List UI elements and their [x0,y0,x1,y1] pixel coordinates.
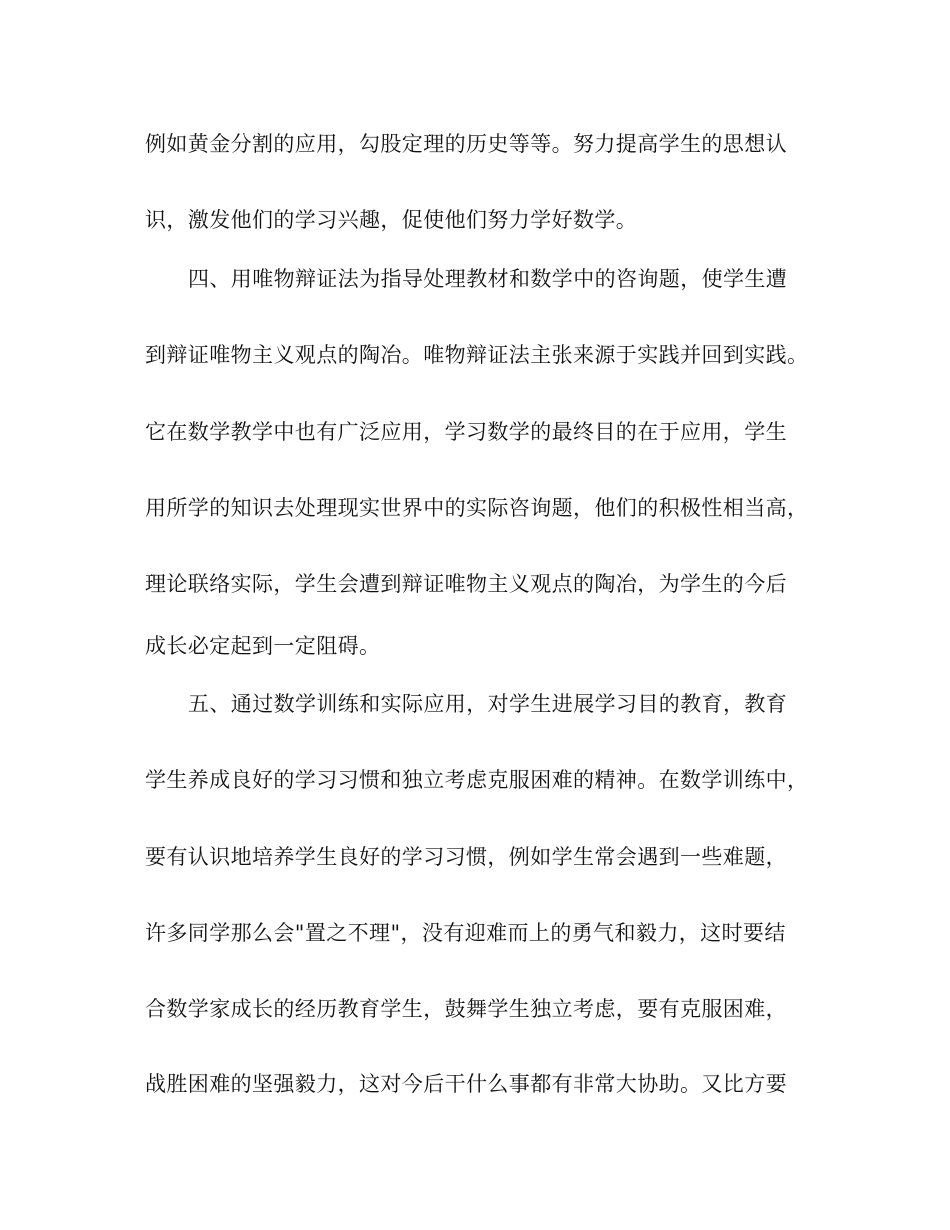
text-line-11: 要有认识地培养学生良好的学习习惯，例如学生常会遇到一些难题， [145,845,787,869]
text-line-9: 五、通过数学训练和实际应用，对学生进展学习目的教育，教育 [188,692,788,716]
text-line-2: 识，激发他们的学习兴趣，促使他们努力学好数学。 [145,208,638,232]
text-line-5: 它在数学教学中也有广泛应用，学习数学的最终目的在于应用，学生 [145,420,787,444]
text-line-13: 合数学家成长的经历教育学生，鼓舞学生独立考虑，要有克服困难， [145,997,787,1021]
text-line-7: 理论联络实际，学生会遭到辩证唯物主义观点的陶冶，为学生的今后 [145,572,787,596]
text-line-4: 到辩证唯物主义观点的陶冶。唯物辩证法主张来源于实践并回到实践。 [145,343,809,367]
text-line-6: 用所学的知识去处理现实世界中的实际咨询题，他们的积极性相当高， [145,496,809,520]
text-line-1: 例如黄金分割的应用，勾股定理的历史等等。努力提高学生的思想认 [145,132,787,156]
text-line-8: 成长必定起到一定阻碍。 [145,634,381,658]
text-line-14: 战胜困难的坚强毅力，这对今后干什么事都有非常大协助。又比方要 [145,1072,787,1096]
text-line-12: 许多同学那么会"置之不理"，没有迎难而上的勇气和毅力，这时要结 [145,921,786,945]
text-line-10: 学生养成良好的学习习惯和独立考虑克服困难的精神。在数学训练中， [145,768,809,792]
text-line-3: 四、用唯物辩证法为指导处理教材和数学中的咨询题，使学生遭 [188,267,788,291]
